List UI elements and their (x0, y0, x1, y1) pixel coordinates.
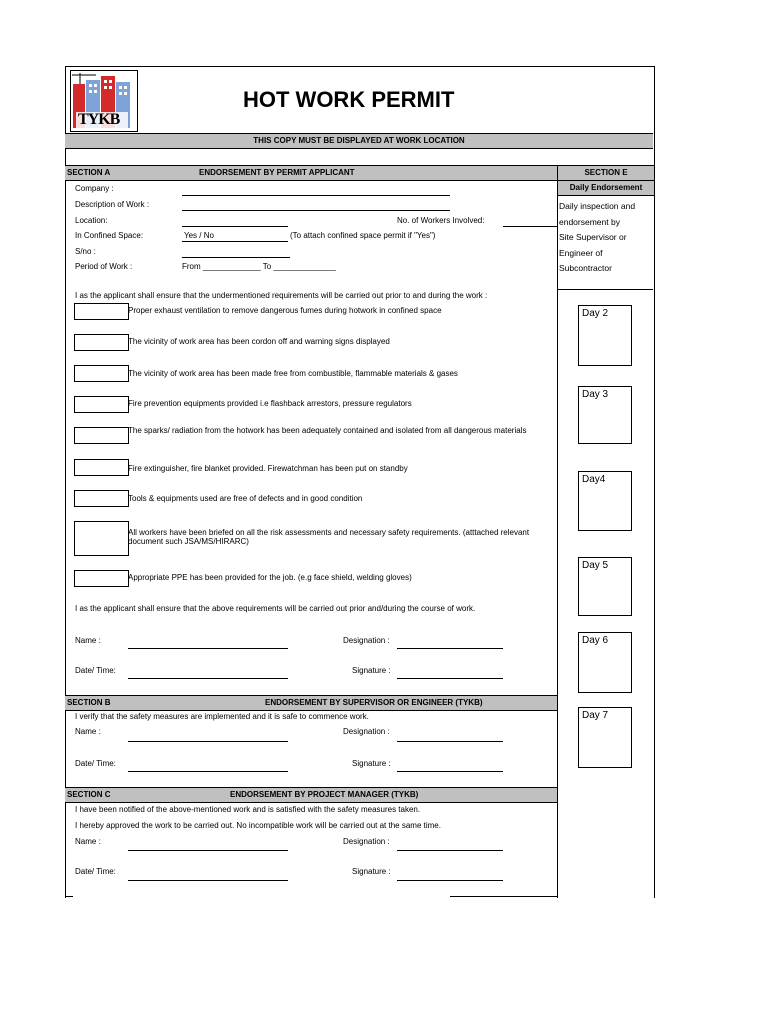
section-c-heading: ENDORSEMENT BY PROJECT MANAGER (TYKB) (230, 790, 419, 799)
section-e-heading: Daily Endorsement (569, 183, 643, 192)
location-label: Location: (75, 216, 108, 225)
manager-datetime-field[interactable] (128, 880, 288, 881)
manager-datetime-label: Date/ Time: (75, 867, 116, 876)
manager-signature-field[interactable] (397, 880, 503, 881)
applicant-intro: I as the applicant shall ensure that the undermentioned requirements will be carried out prior to and during the work : (75, 291, 488, 300)
check-item-ventilation: Proper exhaust ventilation to remove dangerous fumes during hotwork in confined space (128, 306, 442, 315)
day-label: Day 7 (582, 710, 609, 721)
section-e-line: Daily inspection and (559, 201, 636, 211)
day-label: Day 2 (582, 308, 609, 319)
section-c-statement-2: I hereby approved the work to be carried out. No incompatible work will be carried out at the same time. (75, 821, 441, 830)
manager-signature-label: Signature : (352, 867, 391, 876)
section-e-subheader (557, 180, 654, 196)
sno-label: S/no : (75, 247, 96, 256)
manager-name-label: Name : (75, 837, 101, 846)
location-field[interactable] (182, 226, 288, 227)
description-label: Description of Work : (75, 200, 150, 209)
checkbox-cordon[interactable] (74, 334, 129, 351)
checkbox-ppe[interactable] (74, 570, 129, 587)
checkbox-ventilation[interactable] (74, 303, 129, 320)
bottom-right-rule (450, 896, 557, 897)
section-e-line: Site Supervisor or (559, 232, 627, 243)
checkbox-briefing[interactable] (74, 521, 129, 556)
day-5-box[interactable] (578, 557, 632, 616)
confined-note: (To attach confined space permit if "Yes") (290, 231, 436, 240)
supervisor-datetime-label: Date/ Time: (75, 759, 116, 768)
company-field[interactable] (182, 195, 450, 196)
supervisor-datetime-field[interactable] (128, 771, 288, 772)
applicant-name-field[interactable] (128, 648, 288, 649)
check-item-tools: Tools & equipments used are free of defects and in good condition (128, 494, 363, 503)
confined-label: In Confined Space: (75, 231, 144, 240)
supervisor-signature-field[interactable] (397, 771, 503, 772)
description-field[interactable] (182, 210, 450, 211)
checkbox-combustible[interactable] (74, 365, 129, 382)
manager-name-field[interactable] (128, 850, 288, 851)
section-e-description-divider (557, 289, 653, 290)
section-e-line: endorsement by (559, 216, 620, 227)
section-a-heading: ENDORSEMENT BY PERMIT APPLICANT (199, 168, 355, 177)
applicant-signature-field[interactable] (397, 678, 503, 679)
check-item-combustible: The vicinity of work area has been made free from combustible, flammable materials & gases (128, 369, 458, 378)
day-label: Day 5 (582, 560, 609, 571)
logo-text: TYKB (78, 111, 120, 128)
section-c-statement-1: I have been notified of the above-mentioned work and is satisfied with the safety measures taken. (75, 805, 421, 814)
checkbox-extinguisher[interactable] (74, 459, 129, 476)
applicant-datetime-label: Date/ Time: (75, 666, 116, 675)
section-e-code: SECTION E (584, 168, 628, 177)
column-divider (557, 165, 558, 898)
section-b-header (65, 695, 557, 711)
supervisor-designation-field[interactable] (397, 741, 503, 742)
supervisor-name-label: Name : (75, 727, 101, 736)
applicant-designation-label: Designation : (343, 636, 390, 645)
applicant-name-label: Name : (75, 636, 101, 645)
checkbox-tools[interactable] (74, 490, 129, 507)
section-a-code: SECTION A (67, 168, 111, 177)
manager-designation-label: Designation : (343, 837, 390, 846)
day-label: Day4 (582, 474, 606, 485)
confined-value[interactable]: Yes / No (184, 231, 214, 240)
checkbox-sparks[interactable] (74, 427, 129, 444)
check-item-sparks: The sparks/ radiation from the hotwork has been adequately contained and isolated from all dangerous materials (128, 426, 527, 435)
section-a-header (65, 165, 557, 181)
day-2-box[interactable] (578, 305, 632, 366)
period-label: Period of Work : (75, 262, 133, 271)
section-e-header (557, 165, 654, 181)
section-b-code: SECTION B (67, 698, 111, 707)
bottom-left-tick (65, 896, 73, 897)
check-item-briefing: All workers have been briefed on all the risk assessments and necessary safety requirements. (atttached relevant document such JSA/MS/HIRARC) (128, 528, 530, 546)
page-title: HOT WORK PERMIT (243, 87, 455, 112)
sno-field[interactable] (182, 257, 290, 258)
period-from-to[interactable]: From _____________ To ______________ (182, 262, 336, 271)
workers-field[interactable] (503, 226, 557, 227)
display-notice-bar (65, 133, 653, 149)
section-e-line: Engineer of (559, 247, 603, 258)
section-b-heading: ENDORSEMENT BY SUPERVISOR OR ENGINEER (TYKB) (265, 698, 483, 707)
manager-designation-field[interactable] (397, 850, 503, 851)
supervisor-signature-label: Signature : (352, 759, 391, 768)
supervisor-designation-label: Designation : (343, 727, 390, 736)
company-label: Company : (75, 184, 114, 193)
confined-underline (182, 241, 288, 242)
section-b-statement: I verify that the safety measures are implemented and it is safe to commence work. (75, 712, 369, 721)
day-3-box[interactable] (578, 386, 632, 444)
day-6-box[interactable] (578, 632, 632, 693)
section-c-header (65, 787, 557, 803)
company-logo (70, 70, 138, 132)
supervisor-name-field[interactable] (128, 741, 288, 742)
section-c-code: SECTION C (67, 790, 111, 799)
check-item-extinguisher: Fire extinguisher, fire blanket provided. Firewatchman has been put on standby (128, 464, 408, 473)
day-label: Day 6 (582, 635, 609, 646)
check-item-cordon: The vicinity of work area has been cordon off and warning signs displayed (128, 337, 390, 346)
workers-label: No. of Workers Involved: (397, 216, 485, 225)
day-7-box[interactable] (578, 707, 632, 768)
applicant-designation-field[interactable] (397, 648, 503, 649)
check-item-fire-prevention: Fire prevention equipments provided i.e flashback arrestors, pressure regulators (128, 399, 412, 408)
checkbox-fire-prevention[interactable] (74, 396, 129, 413)
display-notice: THIS COPY MUST BE DISPLAYED AT WORK LOCATION (253, 136, 465, 145)
applicant-closing: I as the applicant shall ensure that the above requirements will be carried out prior and/during the course of work. (75, 604, 476, 613)
applicant-datetime-field[interactable] (128, 678, 288, 679)
check-item-ppe: Appropriate PPE has been provided for the job. (e.g face shield, welding gloves) (128, 573, 412, 582)
applicant-signature-label: Signature : (352, 666, 391, 675)
section-e-description (559, 199, 635, 277)
section-e-line: Subcontractor (559, 263, 612, 274)
day-4-box[interactable] (578, 471, 632, 531)
day-label: Day 3 (582, 389, 609, 400)
